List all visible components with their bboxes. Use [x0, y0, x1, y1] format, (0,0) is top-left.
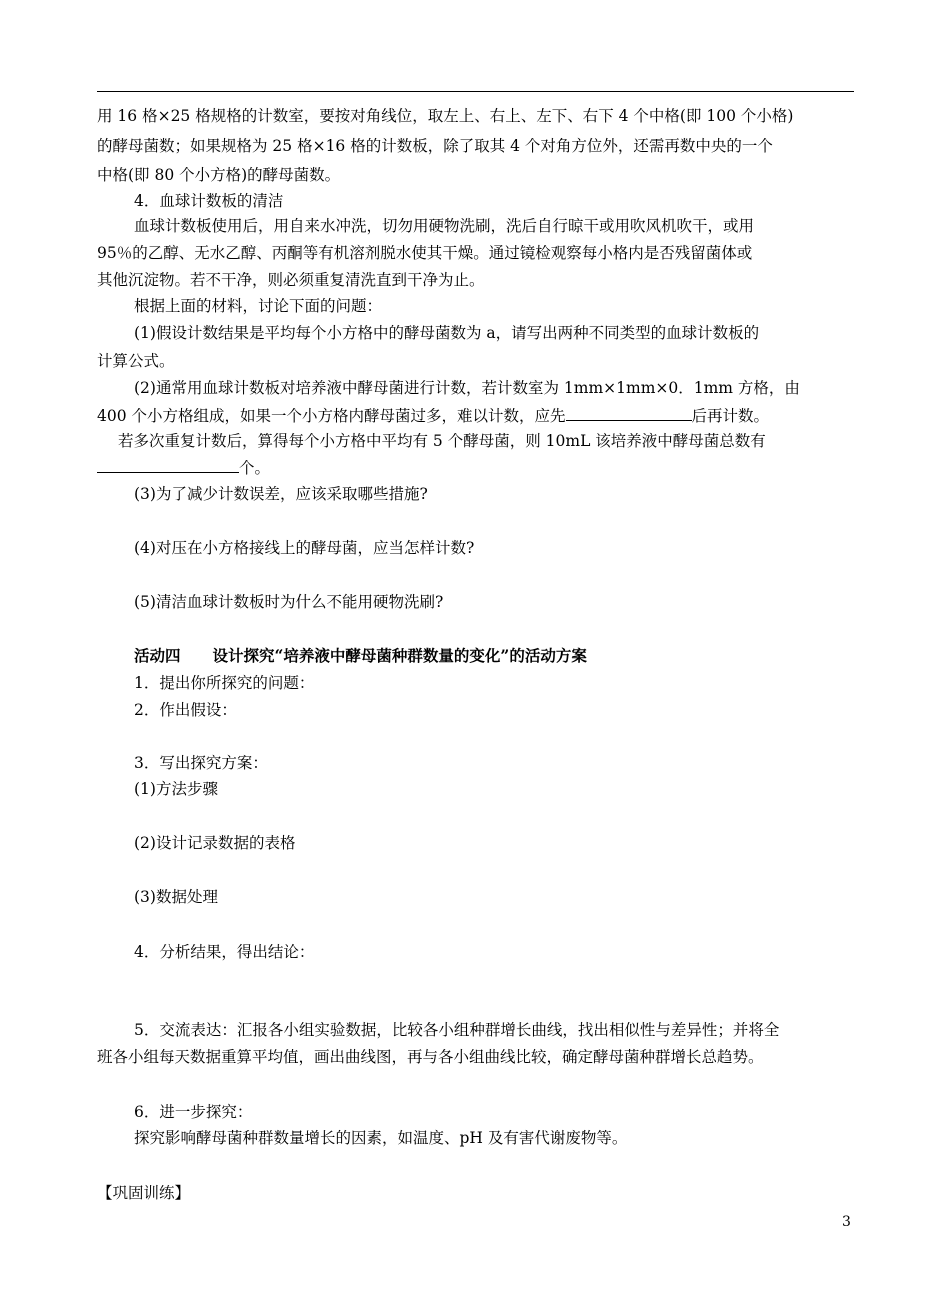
intro-line: 根据上面的材料，讨论下面的问题：: [134, 297, 383, 315]
activity-step-3: 3．写出探究方案：: [134, 754, 268, 772]
section-heading-consolidation: 【巩固训练】: [97, 1184, 191, 1202]
activity-step-3-1: (1)方法步骤: [134, 780, 218, 798]
activity-title: 设计探究“培养液中酵母菌种群数量的变化”的活动方案: [212, 646, 587, 665]
question-2-line-2: [97, 404, 857, 427]
question-1: (1)假设计数结果是平均每个小方格中的酵母菌数为 a，请写出两种不同类型的血球计数板的: [134, 324, 760, 342]
activity-step-5-continuation: 班各小组每天数据重算平均值，画出曲线图，再与各小组曲线比较，确定酵母菌种群增长总趋势。: [97, 1048, 764, 1066]
paragraph-line: 中格(即 80 个小方格)的酵母菌数。: [97, 166, 341, 184]
activity-heading: [134, 645, 857, 667]
activity-step-5: 5．交流表达：汇报各小组实验数据，比较各小组种群增长曲线，找出相似性与差异性；并将全: [134, 1021, 780, 1039]
activity-label: 活动四: [134, 646, 181, 665]
activity-step-6: 6．进一步探究：: [134, 1103, 253, 1121]
paragraph-line: 95％的乙醇、无水乙醇、丙酮等有机溶剂脱水使其干燥。通过镜检观察每小格内是否残留菌体或: [97, 244, 753, 262]
header-rule: [97, 91, 854, 92]
question-2-unit: 个。: [239, 459, 271, 477]
question-2-line-4: [97, 456, 857, 479]
answer-blank-total-count[interactable]: [97, 456, 239, 473]
activity-step-2: 2．作出假设：: [134, 701, 237, 719]
paragraph-line: 血球计数板使用后，用自来水冲洗，切勿用硬物洗刷，洗后自行晾干或用吹风机吹干，或用: [134, 217, 755, 235]
question-2-line-3: 若多次重复计数后，算得每个小方格中平均有 5 个酵母菌，则 10mL 该培养液中酵母菌总数有: [118, 432, 766, 450]
activity-step-1: 1．提出你所探究的问题：: [134, 674, 315, 692]
activity-step-6-detail: 探究影响酵母菌种群数量增长的因素，如温度、pH 及有害代谢废物等。: [134, 1129, 628, 1147]
question-3: (3)为了减少计数误差，应该采取哪些措施?: [134, 485, 428, 503]
paragraph-line: 用 16 格×25 格规格的计数室，要按对角线位，取左上、右上、左下、右下 4 个中格(即 100 个小格): [97, 107, 794, 125]
question-2: (2)通常用血球计数板对培养液中酵母菌进行计数，若计数室为 1mm×1mm×0．1mm 方格，由: [134, 379, 800, 397]
paragraph-line: 其他沉淀物。若不干净，则必须重复清洗直到干净为止。: [97, 271, 485, 289]
question-2-text-before-blank: 400 个小方格组成，如果一个小方格内酵母菌过多，难以计数，应先: [97, 407, 566, 425]
activity-step-3-3: (3)数据处理: [134, 888, 218, 906]
question-5: (5)清洁血球计数板时为什么不能用硬物洗刷?: [134, 593, 444, 611]
question-2-text-after-blank: 后再计数。: [691, 407, 770, 425]
activity-step-3-2: (2)设计记录数据的表格: [134, 834, 296, 852]
answer-blank-dilute[interactable]: [566, 404, 692, 421]
page-number: 3: [842, 1214, 851, 1230]
section-heading: 4．血球计数板的清洁: [134, 192, 284, 210]
question-4: (4)对压在小方格接线上的酵母菌，应当怎样计数?: [134, 539, 475, 557]
question-1-continuation: 计算公式。: [97, 352, 175, 370]
activity-step-4: 4．分析结果，得出结论：: [134, 943, 315, 961]
paragraph-line: 的酵母菌数；如果规格为 25 格×16 格的计数板，除了取其 4 个对角方位外，还需再数中央的一个: [97, 137, 773, 155]
